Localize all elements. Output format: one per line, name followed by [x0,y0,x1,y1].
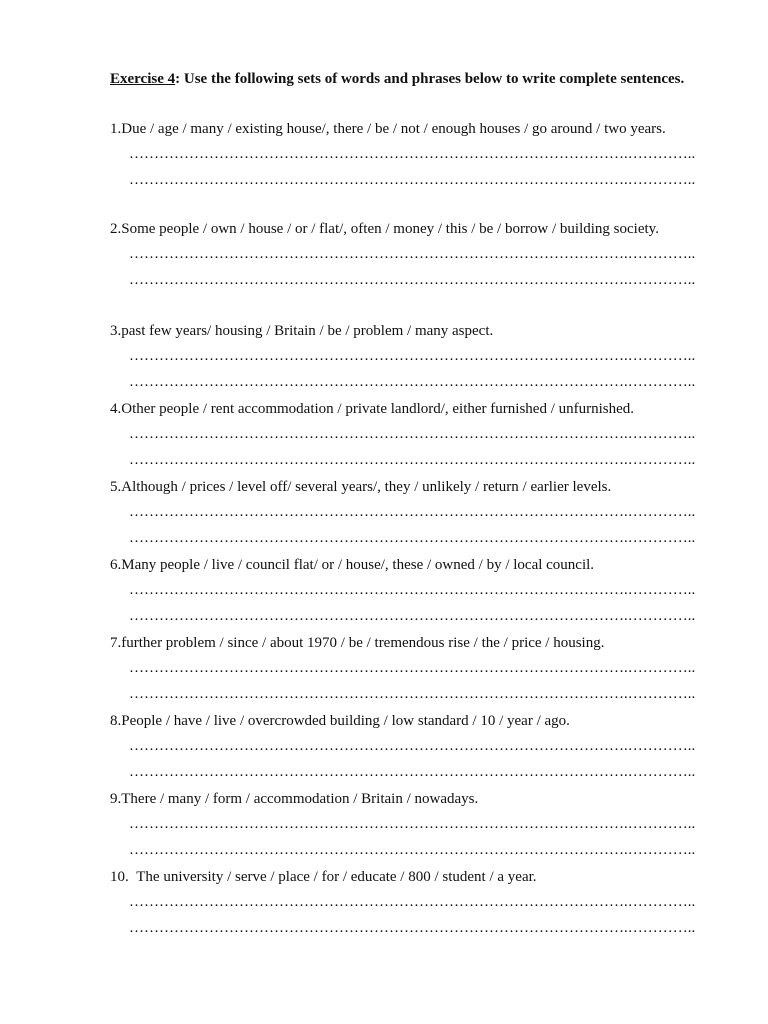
answer-line[interactable]: ……………………………………………………………………………………….………….. [129,582,696,598]
question-number: 4. [110,401,122,417]
answer-line[interactable]: ……………………………………………………………………………………….………….. [129,842,696,858]
question-number: 5. [110,479,122,495]
question-text: past few years/ housing / Britain / be / problem / many aspect. [121,323,494,339]
answer-line[interactable]: ……………………………………………………………………………………….………….. [129,504,696,520]
answer-line[interactable]: ……………………………………………………………………………………….………….. [129,246,696,262]
question-text: Some people / own / house / or / flat/, often / money / this / be / borrow / building society. [121,221,659,237]
answer-line[interactable]: ……………………………………………………………………………………….………….. [129,764,696,780]
question-9 [110,787,712,863]
question-text: There / many / form / accommodation / Britain / nowadays. [121,791,479,807]
answer-line[interactable]: ……………………………………………………………………………………….………….. [129,920,696,936]
answer-line[interactable]: ……………………………………………………………………………………….………….. [129,452,696,468]
exercise-heading [110,68,712,91]
exercise-instruction: : Use the following sets of words and phrases below to write complete sentences. [175,71,685,87]
exercise-label: Exercise 4 [110,71,176,87]
question-7 [110,631,712,707]
answer-line[interactable]: ……………………………………………………………………………………….………….. [129,146,696,162]
question-number: 6. [110,557,122,573]
question-text: Other people / rent accommodation / private landlord/, either furnished / unfurnished. [121,401,635,417]
answer-line[interactable]: ……………………………………………………………………………………….………….. [129,894,696,910]
answer-line[interactable]: ……………………………………………………………………………………….………….. [129,530,696,546]
answer-line[interactable]: ……………………………………………………………………………………….………….. [129,272,696,288]
question-number: 8. [110,713,122,729]
answer-line[interactable]: ……………………………………………………………………………………….………….. [129,608,696,624]
question-number: 10. [110,869,137,885]
question-text: further problem / since / about 1970 / be / tremendous rise / the / price / housing. [121,635,605,651]
question-number: 7. [110,635,122,651]
question-text: The university / serve / place / for / educate / 800 / student / a year. [136,869,537,885]
question-5 [110,475,712,551]
question-6 [110,553,712,629]
question-1 [110,117,712,193]
question-3 [110,319,712,395]
question-text: People / have / live / overcrowded building / low standard / 10 / year / ago. [121,713,570,729]
question-4 [110,397,712,473]
question-8 [110,709,712,785]
question-2 [110,217,712,293]
question-text: Many people / live / council flat/ or / house/, these / owned / by / local council. [121,557,595,573]
question-number: 3. [110,323,122,339]
answer-line[interactable]: ……………………………………………………………………………………….………….. [129,660,696,676]
question-10 [110,865,712,941]
answer-line[interactable]: ……………………………………………………………………………………….………….. [129,348,696,364]
answer-line[interactable]: ……………………………………………………………………………………….………….. [129,426,696,442]
answer-line[interactable]: ……………………………………………………………………………………….………….. [129,816,696,832]
answer-line[interactable]: ……………………………………………………………………………………….………….. [129,374,696,390]
question-number: 9. [110,791,122,807]
question-number: 1. [110,121,122,137]
question-number: 2. [110,221,122,237]
answer-line[interactable]: ……………………………………………………………………………………….………….. [129,738,696,754]
question-text: Due / age / many / existing house/, there / be / not / enough houses / go around / two years. [121,121,666,137]
answer-line[interactable]: ……………………………………………………………………………………….………….. [129,686,696,702]
answer-line[interactable]: ……………………………………………………………………………………….………….. [129,172,696,188]
question-text: Although / prices / level off/ several years/, they / unlikely / return / earlier levels. [121,479,612,495]
